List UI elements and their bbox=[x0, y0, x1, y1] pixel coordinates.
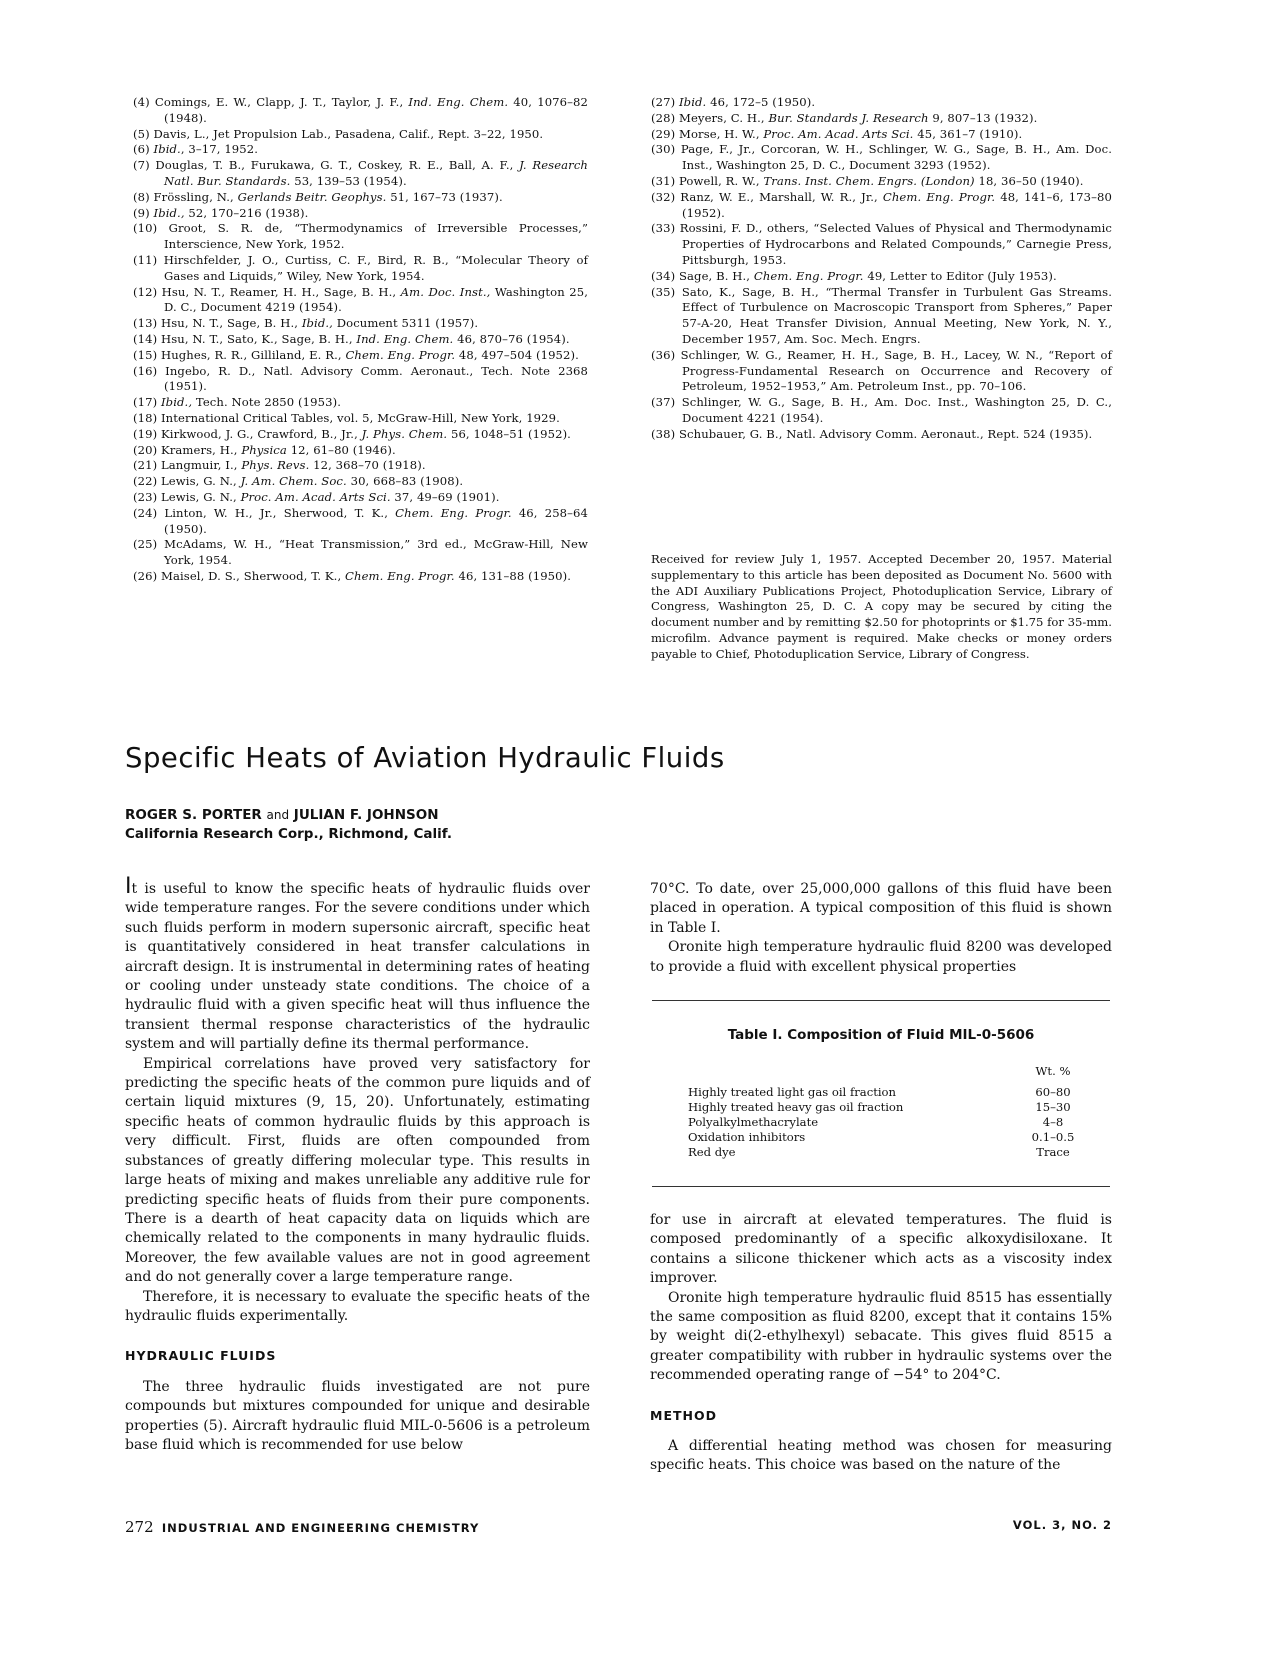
reference-number: (37) bbox=[651, 395, 676, 410]
reference-number: (17) bbox=[133, 395, 158, 410]
row-label: Red dye bbox=[688, 1145, 736, 1159]
reference-authors: Lewis, G. N., bbox=[161, 489, 241, 504]
reference-details: 52, 170–216 (1938). bbox=[184, 205, 309, 220]
reference-source: J. Phys. Chem. bbox=[361, 426, 448, 441]
reference-number: (22) bbox=[133, 474, 158, 489]
paragraph: 70°C. To date, over 25,000,000 gallons of this fluid have been placed in operation. A typical composition of this fluid is shown in Table I. bbox=[650, 881, 1112, 936]
reference-item bbox=[118, 506, 588, 538]
reference-details: Document 5311 (1957). bbox=[332, 316, 479, 331]
table-top-rule bbox=[652, 1000, 1110, 1001]
reference-source: J. Am. Chem. Soc. bbox=[240, 474, 347, 489]
references-right-column bbox=[636, 95, 1112, 443]
reference-authors: Page, F., Jr., Corcoran, W. H., Schlinger, W. G., Sage, B. H., Am. Doc. Inst., Washington 25, D. C., Document 3293 (1952). bbox=[680, 142, 1112, 173]
reference-details: , 3–17, 1952. bbox=[180, 142, 259, 157]
and-text: and bbox=[266, 808, 290, 822]
reference-authors: Hsu, N. T., Sato, K., Sage, B. H., bbox=[161, 331, 357, 346]
reference-authors: Davis, L., Jet Propulsion Lab., Pasadena, Calif., Rept. 3–22, 1950. bbox=[153, 126, 544, 141]
reference-details: 30, 668–83 (1908). bbox=[346, 474, 464, 489]
row-value: Trace bbox=[1036, 1145, 1070, 1159]
reference-item bbox=[636, 348, 1112, 395]
reference-number: (31) bbox=[651, 173, 676, 188]
reference-authors: Meyers, C. H., bbox=[679, 110, 769, 125]
reference-item bbox=[118, 458, 588, 474]
reference-number: (12) bbox=[133, 284, 158, 299]
reference-details: 46, 172–5 (1950). bbox=[706, 95, 816, 109]
reference-authors: Powell, R. W., bbox=[679, 173, 764, 188]
reference-source: Proc. Am. Acad. Arts Sci. bbox=[763, 126, 914, 141]
reference-number: (19) bbox=[133, 426, 158, 441]
paragraph: A differential heating method was chosen for measuring specific heats. This choice was based on the nature of the bbox=[650, 1438, 1112, 1474]
reference-item bbox=[118, 158, 588, 190]
reference-item bbox=[636, 142, 1112, 174]
journal-name: INDUSTRIAL AND ENGINEERING CHEMISTRY bbox=[161, 1521, 480, 1535]
reference-source: Physica bbox=[241, 442, 287, 457]
reference-number: (6) bbox=[133, 142, 150, 157]
footer-left bbox=[125, 1518, 479, 1536]
row-label: Oxidation inhibitors bbox=[688, 1130, 806, 1144]
reference-authors: International Critical Tables, vol. 5, McGraw-Hill, New York, 1929. bbox=[161, 410, 560, 425]
reference-number: (27) bbox=[651, 95, 676, 109]
reference-number: (33) bbox=[651, 221, 676, 236]
reference-source: Chem. Eng. Progr. bbox=[345, 347, 456, 362]
reference-number: (25) bbox=[133, 537, 158, 552]
reference-item bbox=[118, 316, 588, 332]
reference-source: Ibid. bbox=[679, 95, 707, 109]
reference-details: 46, 258–64 (1950). bbox=[164, 505, 589, 536]
reference-authors: Sage, B. H., bbox=[679, 268, 754, 283]
reference-source: Chem. Eng. Progr. bbox=[395, 505, 512, 520]
reference-item bbox=[636, 427, 1112, 443]
reference-authors: Douglas, T. B., Furukawa, G. T., Coskey, R. E., Ball, A. F., bbox=[155, 158, 520, 173]
table-row bbox=[688, 1100, 1088, 1115]
reference-item bbox=[118, 190, 588, 206]
reference-item bbox=[636, 269, 1112, 285]
reference-item bbox=[636, 95, 1112, 111]
row-label: Polyalkylmethacrylate bbox=[688, 1115, 819, 1129]
reference-details: Washington 25, D. C., Document 4219 (1954). bbox=[164, 284, 589, 315]
reference-item bbox=[118, 142, 588, 158]
reference-item bbox=[118, 206, 588, 222]
reference-item bbox=[118, 411, 588, 427]
reference-item bbox=[118, 285, 588, 317]
reference-number: (10) bbox=[133, 221, 158, 236]
paragraph: Therefore, it is necessary to evaluate the specific heats of the hydraulic fluids experimentally. bbox=[125, 1288, 590, 1324]
references-left-column bbox=[118, 95, 588, 585]
drop-cap: I bbox=[125, 874, 132, 899]
reference-details: 9, 807–13 (1932). bbox=[928, 110, 1038, 125]
affiliation: California Research Corp., Richmond, Calif. bbox=[125, 826, 453, 842]
table-row bbox=[688, 1145, 1088, 1160]
reference-details: 18, 36–50 (1940). bbox=[974, 173, 1084, 188]
composition-table bbox=[688, 1064, 1088, 1160]
reference-item bbox=[636, 127, 1112, 143]
reference-authors: Morse, H. W., bbox=[679, 126, 764, 141]
reference-authors: Sato, K., Sage, B. H., “Thermal Transfer in Turbulent Gas Streams. Effect of Turbulence on Macroscopic Transport from Spheres,” Paper 57-A-20, Heat Transfer Division, Annual Meeting, New York, N. Y., December 1957, Am. Soc. Mech. Engrs. bbox=[681, 284, 1112, 346]
footer-right bbox=[1013, 1518, 1112, 1533]
page-number: 272 bbox=[125, 1518, 154, 1536]
reference-source: Ibid., bbox=[301, 316, 333, 331]
reference-number: (26) bbox=[133, 568, 158, 583]
reference-source: Am. Doc. Inst., bbox=[400, 284, 491, 299]
article-byline bbox=[125, 806, 452, 844]
reference-item bbox=[636, 221, 1112, 268]
reference-item bbox=[118, 490, 588, 506]
reference-source: Chem. Eng. Progr. bbox=[882, 189, 996, 204]
reference-source: Ind. Eng. Chem. bbox=[408, 95, 509, 109]
reference-item bbox=[118, 348, 588, 364]
reference-item bbox=[118, 427, 588, 443]
table-row bbox=[688, 1115, 1088, 1130]
reference-item bbox=[118, 95, 588, 127]
reference-source: Chem. Eng. Progr. bbox=[345, 568, 455, 583]
reference-number: (35) bbox=[651, 284, 676, 299]
reference-item bbox=[118, 364, 588, 396]
reference-details: 37, 49–69 (1901). bbox=[390, 489, 500, 504]
author-1: ROGER S. PORTER bbox=[125, 807, 262, 823]
reference-number: (30) bbox=[651, 142, 676, 157]
paragraph: Empirical correlations have proved very satisfactory for predicting the specific heats of the common pure liquids and of certain liquid mixtures (9, 15, 20). Unfortunately, estimating specific heats of common hydraulic fluids by this approach is very difficult. First, fluids are often compounded from substances of greatly differing molecular type. This results in large heats of mixing and makes unreliable any additive rule for predicting specific heats of fluids from their pure components. There is a dearth of heat capacity data on liquids which are chemically related to the components in many hydraulic fluids. Moreover, the few available values are not in good agreement and do not generally cover a large temperature range. bbox=[125, 1055, 590, 1286]
reference-source: J. Research Natl. Bur. Standards. bbox=[164, 158, 588, 188]
reference-item bbox=[118, 332, 588, 348]
section-heading-hydraulic-fluids: HYDRAULIC FLUIDS bbox=[125, 1348, 277, 1364]
table-row bbox=[688, 1130, 1088, 1145]
volume-issue: VOL. 3, NO. 2 bbox=[1012, 1518, 1112, 1532]
reference-details: 49, Letter to Editor (July 1953). bbox=[863, 268, 1057, 283]
reference-number: (21) bbox=[133, 458, 158, 473]
reference-item bbox=[118, 253, 588, 285]
paragraph: Oronite high temperature hydraulic fluid 8200 was developed to provide a fluid with excellent physical properties bbox=[650, 939, 1112, 975]
reference-details: 40, 1076–82 (1948). bbox=[164, 95, 588, 125]
reference-source: Ind. Eng. Chem. bbox=[356, 331, 454, 346]
reference-number: (29) bbox=[651, 126, 676, 141]
reference-authors: McAdams, W. H., “Heat Transmission,” 3rd ed., McGraw-Hill, New York, 1954. bbox=[164, 537, 588, 568]
reference-source: Ibid. bbox=[153, 142, 181, 157]
section-heading-method: METHOD bbox=[650, 1407, 717, 1423]
body-right-column-bottom bbox=[650, 1211, 1112, 1476]
reference-item bbox=[118, 443, 588, 459]
reference-number: (18) bbox=[133, 410, 158, 425]
reference-number: (28) bbox=[651, 110, 676, 125]
row-value: 4–8 bbox=[1042, 1115, 1064, 1129]
reference-number: (8) bbox=[133, 189, 150, 204]
reference-number: (13) bbox=[133, 316, 158, 331]
reference-authors: Comings, E. W., Clapp, J. T., Taylor, J. F., bbox=[154, 95, 409, 109]
paragraph: Oronite high temperature hydraulic fluid 8515 has essentially the same composition as fluid 8200, except that it contains 15% by weight di(2-ethylhexyl) sebacate. This gives fluid 8515 a greater compatibility with rubber in hydraulic systems over the recommended operating range of −54° to 204°C. bbox=[650, 1289, 1112, 1384]
reference-number: (34) bbox=[651, 268, 676, 283]
reference-item bbox=[636, 190, 1112, 222]
reference-source: Proc. Am. Acad. Arts Sci. bbox=[240, 489, 391, 504]
column-header: Wt. % bbox=[1035, 1064, 1071, 1078]
reference-authors: Hirschfelder, J. O., Curtiss, C. F., Bird, R. B., “Molecular Theory of Gases and Liquids,” Wiley, New York, 1954. bbox=[163, 252, 588, 283]
row-label: Highly treated light gas oil fraction bbox=[688, 1085, 897, 1099]
author-2: JULIAN F. JOHNSON bbox=[293, 807, 439, 823]
reference-authors: Maisel, D. S., Sherwood, T. K., bbox=[161, 568, 346, 583]
paragraph: for use in aircraft at elevated temperatures. The fluid is composed predominantly of a specific alkoxydisiloxane. It contains a silicone thickener which acts as a viscosity index improver. bbox=[650, 1212, 1112, 1287]
reference-number: (20) bbox=[133, 442, 158, 457]
reference-number: (24) bbox=[133, 505, 158, 520]
table-row bbox=[688, 1085, 1088, 1100]
article-title: Specific Heats of Aviation Hydraulic Fluids bbox=[125, 742, 725, 774]
reference-details: 51, 167–73 (1937). bbox=[386, 189, 503, 204]
reference-number: (11) bbox=[133, 252, 158, 267]
reference-source: Bur. Standards J. Research bbox=[768, 110, 929, 125]
row-label: Highly treated heavy gas oil fraction bbox=[688, 1100, 904, 1114]
reference-source: Ibid., bbox=[153, 205, 185, 220]
reference-details: Tech. Note 2850 (1953). bbox=[192, 395, 341, 410]
reference-details: 53, 139–53 (1954). bbox=[290, 173, 407, 188]
reference-authors: Rossini, F. D., others, “Selected Values of Physical and Thermodynamic Properties of Hydrocarbons and Related Compounds,” Carnegie Press, Pittsburgh, 1953. bbox=[679, 221, 1112, 267]
reference-number: (38) bbox=[651, 426, 676, 441]
reference-item bbox=[118, 127, 588, 143]
authors bbox=[125, 806, 452, 825]
reference-number: (7) bbox=[133, 158, 150, 173]
reference-authors: Kramers, H., bbox=[161, 442, 242, 457]
received-note: Received for review July 1, 1957. Accepted December 20, 1957. Material supplementary to this article has been deposited as Document No. 5600 with the ADI Auxiliary Publications Project, Photoduplication Service, Library of Congress, Washington 25, D. C. A copy may be secured by citing the document number and by remitting $2.50 for photoprints or $1.75 for 35-mm. microfilm. Advance payment is required. Make checks or money orders payable to Chief, Photoduplication Service, Library of Congress. bbox=[651, 552, 1112, 661]
reference-number: (36) bbox=[651, 347, 676, 362]
body-left-column bbox=[125, 874, 590, 1455]
reference-source: Ibid., bbox=[161, 395, 193, 410]
reference-authors: Hsu, N. T., Sage, B. H., bbox=[161, 316, 302, 331]
reference-item bbox=[636, 111, 1112, 127]
reference-details: 56, 1048–51 (1952). bbox=[447, 426, 571, 441]
reference-source: Chem. Eng. Progr. bbox=[753, 268, 864, 283]
table-title: Table I. Composition of Fluid MIL-0-5606 bbox=[727, 1027, 1035, 1043]
reference-item bbox=[118, 537, 588, 569]
reference-source: Trans. Inst. Chem. Engrs. (London) bbox=[763, 173, 975, 188]
paragraph: The three hydraulic fluids investigated are not pure compounds but mixtures compounded for unique and desirable properties (5). Aircraft hydraulic fluid MIL-0-5606 is a petroleum base fluid which is recommended for use below bbox=[125, 1378, 590, 1453]
reference-authors: Ranz, W. E., Marshall, W. R., Jr., bbox=[680, 189, 883, 204]
body-right-column-top bbox=[650, 880, 1112, 977]
reference-authors: Schlinger, W. G., Sage, B. H., Am. Doc. Inst., Washington 25, D. C., Document 4221 (1954). bbox=[681, 395, 1112, 425]
reference-number: (5) bbox=[133, 126, 150, 141]
reference-details: 12, 61–80 (1946). bbox=[286, 442, 396, 457]
reference-details: 46, 870–76 (1954). bbox=[453, 331, 570, 346]
reference-details: 48, 497–504 (1952). bbox=[455, 347, 579, 362]
reference-details: 46, 131–88 (1950). bbox=[454, 568, 572, 583]
reference-source: Phys. Revs. bbox=[241, 458, 310, 473]
reference-authors: Lewis, G. N., bbox=[161, 474, 241, 489]
table-bottom-rule bbox=[652, 1186, 1110, 1187]
reference-number: (16) bbox=[133, 363, 158, 378]
reference-number: (14) bbox=[133, 331, 158, 346]
row-value: 60–80 bbox=[1035, 1085, 1071, 1099]
reference-details: 45, 361–7 (1910). bbox=[913, 126, 1023, 141]
reference-number: (23) bbox=[133, 489, 158, 504]
reference-item bbox=[636, 395, 1112, 427]
reference-authors: Schubauer, G. B., Natl. Advisory Comm. Aeronaut., Rept. 524 (1935). bbox=[679, 426, 1093, 441]
reference-authors: Linton, W. H., Jr., Sherwood, T. K., bbox=[164, 505, 396, 520]
reference-authors: Hughes, R. R., Gilliland, E. R., bbox=[161, 347, 346, 362]
reference-details: 48, 141–6, 173–80 (1952). bbox=[682, 189, 1112, 220]
table-header-row bbox=[688, 1064, 1088, 1079]
reference-authors: Kirkwood, J. G., Crawford, B., Jr., bbox=[161, 426, 362, 441]
reference-number: (4) bbox=[133, 95, 150, 109]
reference-item bbox=[636, 285, 1112, 348]
reference-authors: Groot, S. R. de, “Thermodynamics of Irreversible Processes,” Interscience, New York, 1952. bbox=[164, 221, 588, 252]
reference-item bbox=[118, 569, 588, 585]
reference-authors: Langmuir, I., bbox=[161, 458, 242, 473]
paragraph-text: t is useful to know the specific heats of hydraulic fluids over wide temperature ranges. For the severe conditions under which such fluids perform in modern supersonic aircraft, specific heat is quantitatively considered in heat transfer calculations in aircraft design. It is instrumental in determining rates of heating or cooling under unsteady state conditions. The choice of a hydraulic fluid with a given specific heat will thus influence the transient thermal response characteristics of the hydraulic system and will partially define its thermal performance. bbox=[125, 881, 590, 1053]
reference-authors: Schlinger, W. G., Reamer, H. H., Sage, B. H., Lacey, W. N., “Report of Progress-Fundamental Research on Occurrence and Recovery of Petroleum, 1952–1953,” Am. Petroleum Inst., pp. 70–106. bbox=[680, 347, 1112, 394]
reference-item bbox=[118, 474, 588, 490]
paragraph bbox=[125, 874, 590, 1055]
reference-number: (15) bbox=[133, 347, 158, 362]
reference-item bbox=[118, 221, 588, 253]
reference-source: Gerlands Beitr. Geophys. bbox=[237, 189, 387, 204]
reference-authors: Ingebo, R. D., Natl. Advisory Comm. Aeronaut., Tech. Note 2368 (1951). bbox=[164, 363, 588, 394]
row-value: 0.1–0.5 bbox=[1031, 1130, 1075, 1144]
reference-number: (9) bbox=[133, 205, 150, 220]
row-value: 15–30 bbox=[1035, 1100, 1071, 1114]
reference-authors: Frössling, N., bbox=[153, 189, 238, 204]
reference-details: 12, 368–70 (1918). bbox=[309, 458, 426, 473]
reference-item bbox=[118, 395, 588, 411]
reference-number: (32) bbox=[651, 189, 676, 204]
reference-item bbox=[636, 174, 1112, 190]
reference-authors: Hsu, N. T., Reamer, H. H., Sage, B. H., bbox=[161, 284, 401, 299]
